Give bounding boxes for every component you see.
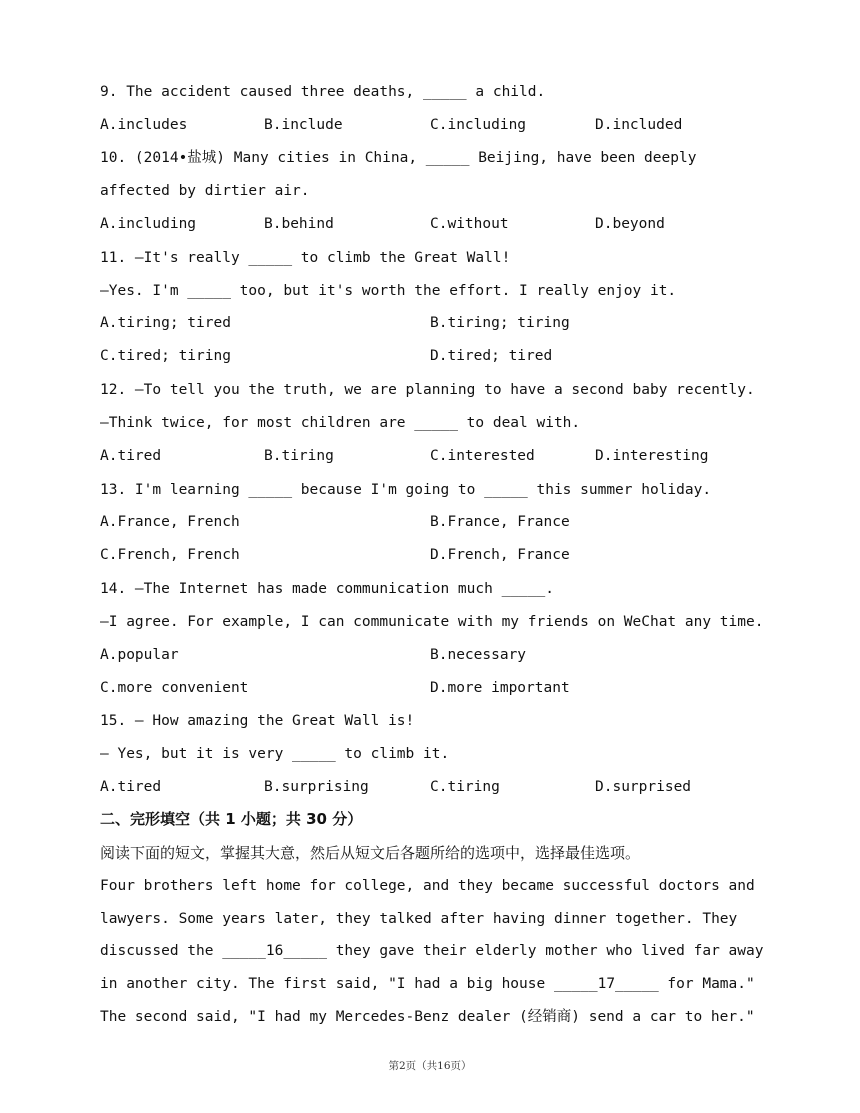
passage-line: The second said, "I had my Mercedes-Benz dealer (经销商) send a car to her." xyxy=(100,1009,755,1025)
q11-option-d: D.tired; tired xyxy=(430,348,553,364)
q15-option-d: D.surprised xyxy=(595,779,692,795)
page-number-footer: 第2页（共16页） xyxy=(388,1060,472,1072)
q15-option-b: B.surprising xyxy=(264,779,369,795)
q11-stem-continued: —Yes. I'm _____ too, but it's worth the effort. I really enjoy it. xyxy=(100,283,677,299)
section2-heading: 二、完形填空（共 1 小题；共 30 分） xyxy=(100,810,363,828)
q11-option-a: A.tiring; tired xyxy=(100,315,231,331)
passage-line: lawyers. Some years later, they talked after having dinner together. They xyxy=(100,911,738,927)
q9-option-b: B.include xyxy=(264,117,343,133)
q14-option-a: A.popular xyxy=(100,647,179,663)
q12-option-c: C.interested xyxy=(430,448,535,464)
q12-option-a: A.tired xyxy=(100,448,162,464)
passage-line: in another city. The first said, "I had a big house _____17_____ for Mama." xyxy=(100,976,755,992)
q13-stem: 13. I'm learning _____ because I'm going to _____ this summer holiday. xyxy=(100,482,712,498)
q14-option-d: D.more important xyxy=(430,680,570,696)
q10-option-c: C.without xyxy=(430,216,509,232)
passage-line: Four brothers left home for college, and they became successful doctors and xyxy=(100,878,755,894)
q15-stem-continued: — Yes, but it is very _____ to climb it. xyxy=(100,746,450,762)
q12-option-b: B.tiring xyxy=(264,448,334,464)
q14-stem-continued: —I agree. For example, I can communicate with my friends on WeChat any time. xyxy=(100,614,764,630)
q10-option-d: D.beyond xyxy=(595,216,665,232)
q10-option-b: B.behind xyxy=(264,216,334,232)
q15-option-a: A.tired xyxy=(100,779,162,795)
q10-stem: 10. (2014•盐城) Many cities in China, _____ Beijing, have been deeply xyxy=(100,150,697,166)
q9-option-a: A.includes xyxy=(100,117,188,133)
q9-option-d: D.included xyxy=(595,117,683,133)
q12-option-d: D.interesting xyxy=(595,448,709,464)
q15-option-c: C.tiring xyxy=(430,779,500,795)
q14-option-b: B.necessary xyxy=(430,647,527,663)
passage-line: discussed the _____16_____ they gave their elderly mother who lived far away xyxy=(100,943,764,959)
q12-stem-continued: —Think twice, for most children are _____ to deal with. xyxy=(100,415,581,431)
q13-option-c: C.French, French xyxy=(100,547,240,563)
q10-option-a: A.including xyxy=(100,216,197,232)
section2-instruction: 阅读下面的短文，掌握其大意，然后从短文后各题所给的选项中，选择最佳选项。 xyxy=(100,844,641,862)
q9-stem: 9. The accident caused three deaths, _____ a child. xyxy=(100,84,546,100)
q15-stem: 15. — How amazing the Great Wall is! xyxy=(100,713,415,729)
q11-option-b: B.tiring; tiring xyxy=(430,315,570,331)
q14-stem: 14. —The Internet has made communication much _____. xyxy=(100,581,554,597)
q13-option-d: D.French, France xyxy=(430,547,570,563)
q11-stem: 11. —It's really _____ to climb the Great Wall! xyxy=(100,250,511,266)
q11-option-c: C.tired; tiring xyxy=(100,348,231,364)
q13-option-a: A.France, French xyxy=(100,514,240,530)
q10-stem-continued: affected by dirtier air. xyxy=(100,183,310,199)
q9-option-c: C.including xyxy=(430,117,527,133)
q14-option-c: C.more convenient xyxy=(100,680,249,696)
q13-option-b: B.France, France xyxy=(430,514,570,530)
q12-stem: 12. —To tell you the truth, we are planning to have a second baby recently. xyxy=(100,382,755,398)
